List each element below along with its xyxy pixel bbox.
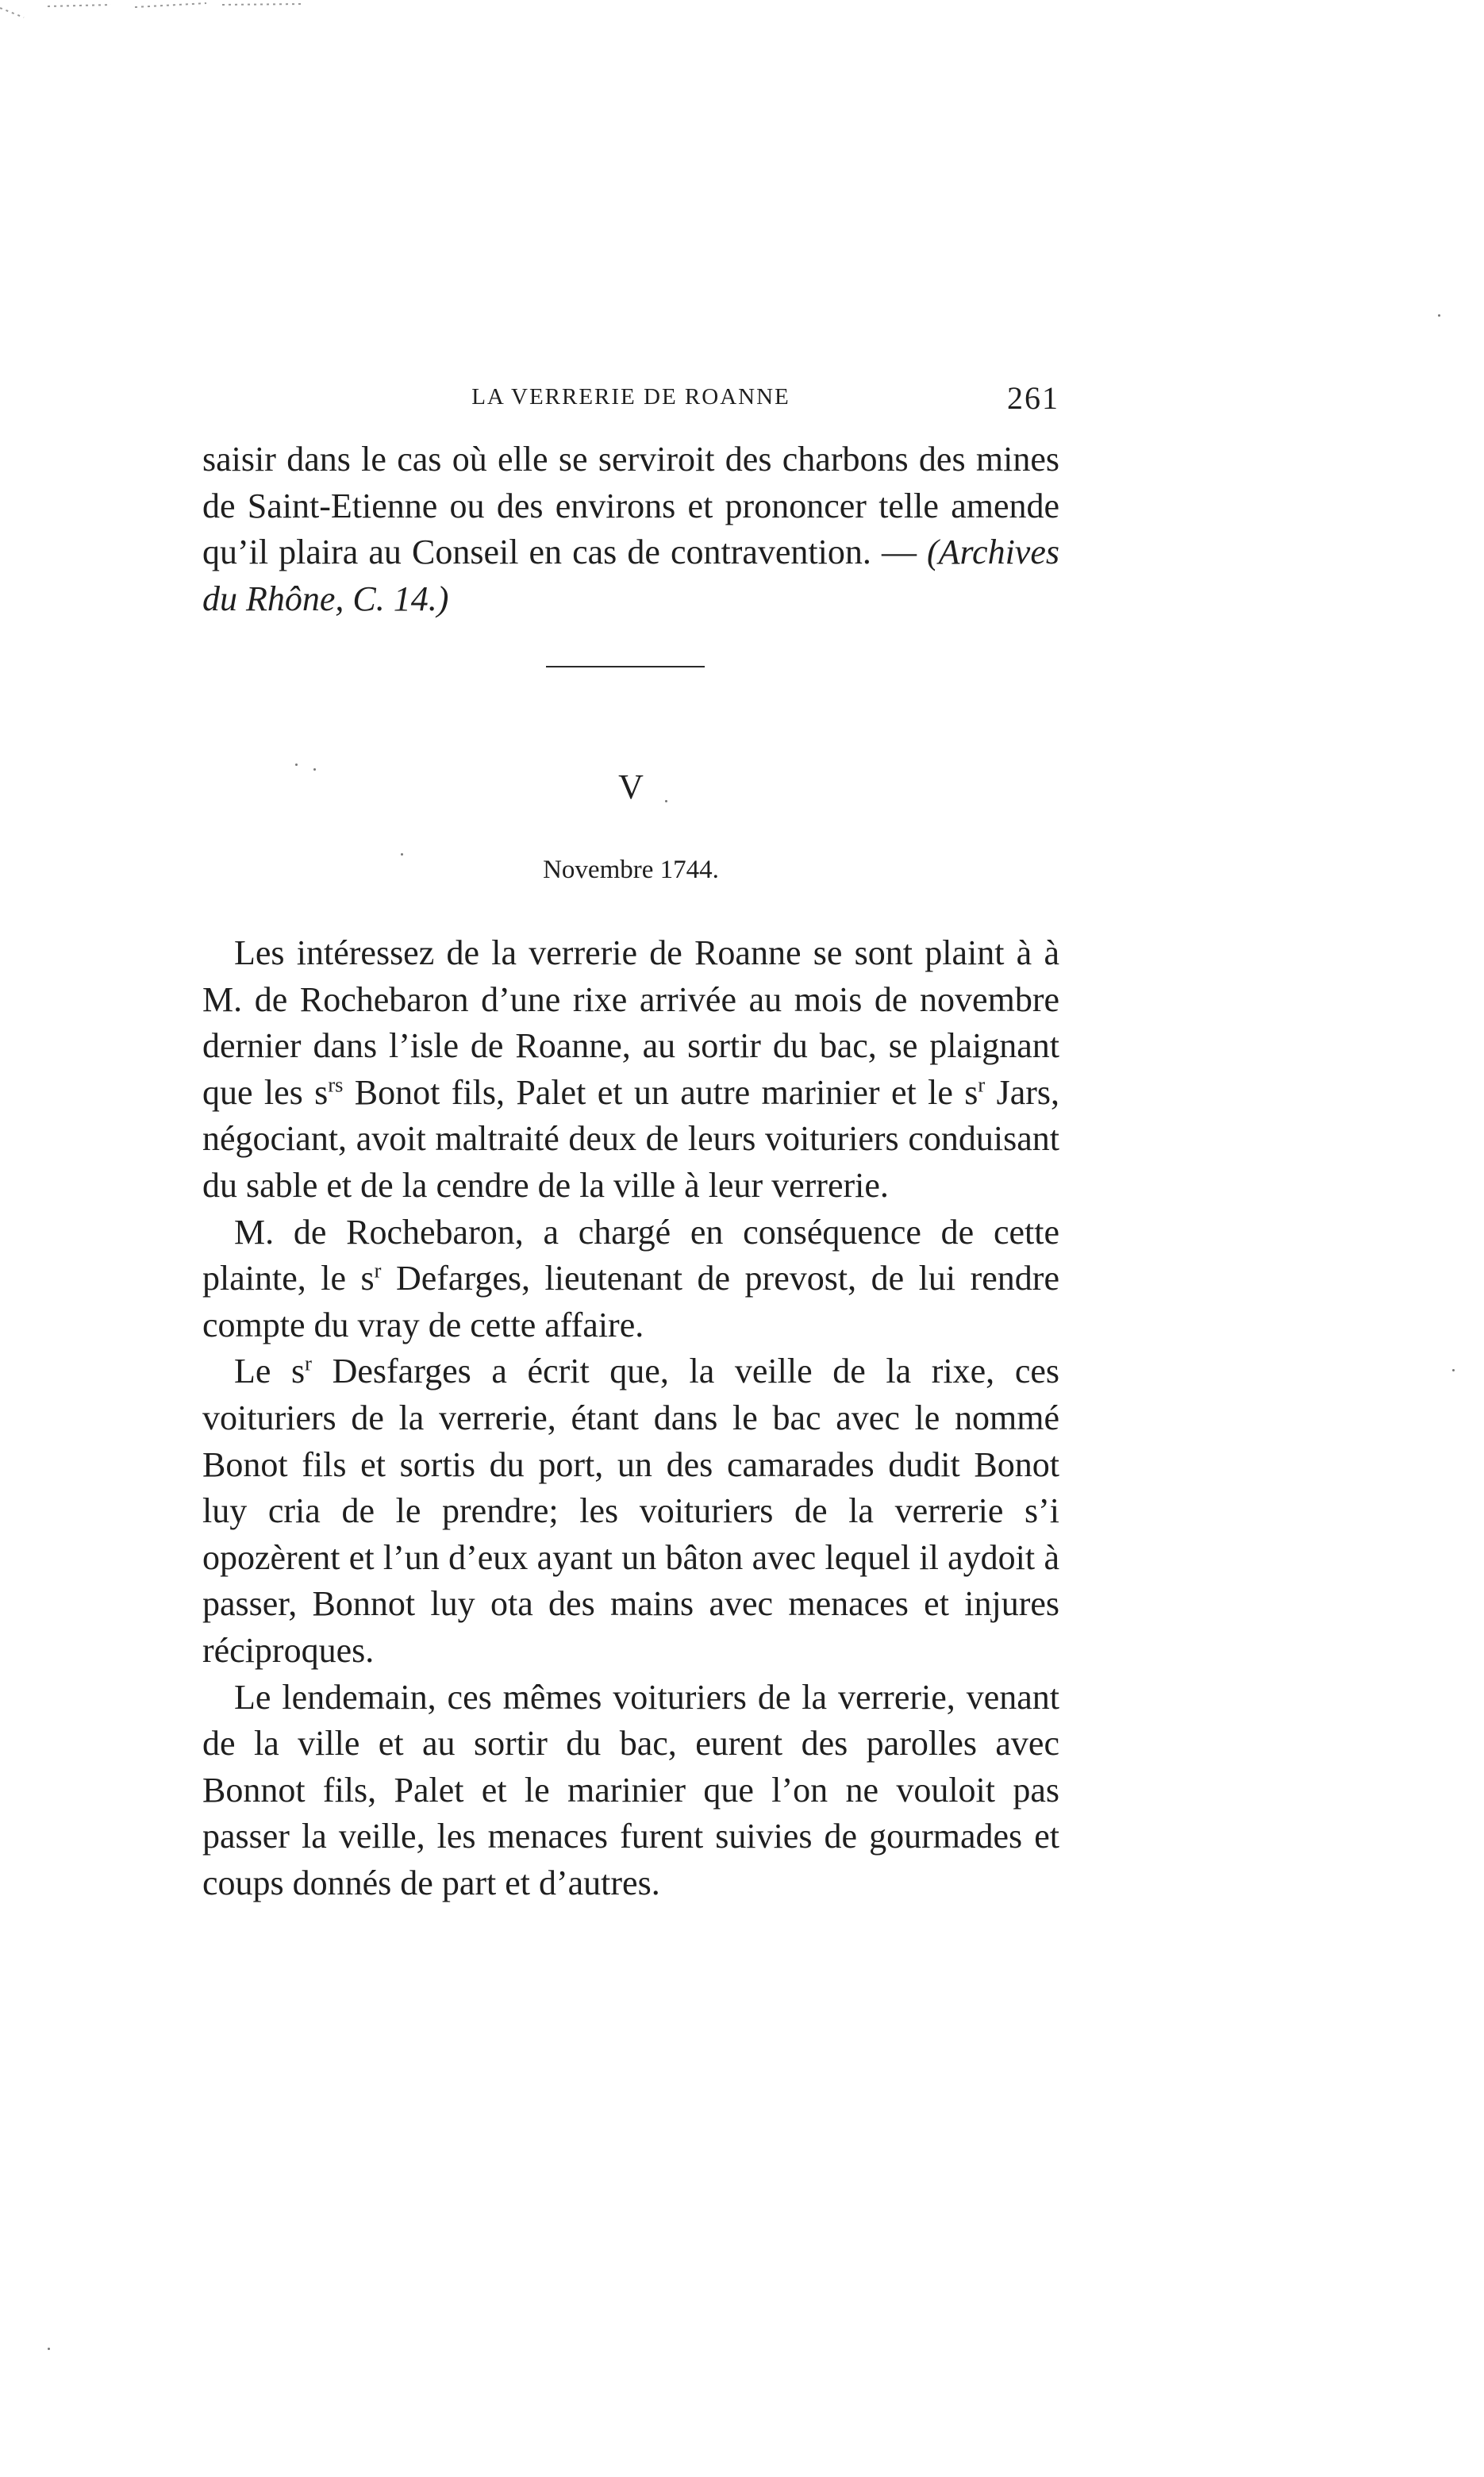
abbreviation-superscript: rs	[328, 1072, 344, 1097]
paragraph-text: Les intéressez de la verrerie de Roanne se sont plaint à à M. de Rochebaron d’une rixe arrivée au mois de novembre dernier dans l’isle de Roanne, au sortir du bac, se plaignant que les s	[202, 933, 1059, 1112]
section-number: V	[618, 767, 644, 806]
scan-speck	[1438, 314, 1440, 317]
section-body	[202, 930, 1059, 1906]
abbreviation-superscript: r	[374, 1258, 382, 1283]
running-header	[202, 379, 1059, 419]
scan-speck	[401, 853, 403, 856]
scan-speck	[295, 763, 298, 766]
scan-edge-mark	[0, 0, 333, 32]
paragraph-text: Jars, négociant, avoit maltraité deux de leurs voituriers conduisant du sable et de la cendre de la ville à leur verrerie.	[202, 1072, 1060, 1205]
page-number: 261	[1007, 380, 1059, 416]
scan-speck	[1452, 1369, 1455, 1371]
paragraph-text: Defarges, lieutenant de prevost, de lui rendre compte du vray de cette affaire.	[202, 1259, 1059, 1344]
running-title: LA VERRERIE DE ROANNE	[471, 384, 790, 410]
section-divider	[546, 666, 705, 667]
paragraph-text: Le s	[234, 1352, 306, 1391]
paragraph	[202, 1675, 1059, 1907]
paragraph	[202, 930, 1059, 1210]
abbreviation-superscript: r	[978, 1072, 986, 1097]
paragraph	[202, 1210, 1059, 1349]
paragraph-text: saisir dans le cas où elle se serviroit des charbons des mines de Saint-Etienne ou des environs et prononcer telle amende qu’il plaira au Conseil en cas de contravention. —	[202, 440, 1059, 572]
scan-speck	[665, 800, 667, 802]
abbreviation-superscript: r	[305, 1351, 312, 1375]
scan-speck	[48, 2348, 50, 2350]
paragraph-text: Le lendemain, ces mêmes voituriers de la verrerie, venant de la ville et au sortir du bac, eurent des parolles avec Bonnot fils, Palet et le marinier que l’on ne vouloit pas passer la veille, les menaces furent suivies de gourmades et coups donnés de part et d’autres.	[202, 1677, 1059, 1902]
paragraph	[202, 437, 1059, 622]
archive-citation: (Archives du Rhône, C. 14.)	[202, 533, 1059, 618]
scan-speck	[313, 768, 316, 771]
paragraph-text: Bonot fils, Palet et un autre marinier et le s	[343, 1072, 978, 1112]
paragraph	[202, 1348, 1059, 1674]
paragraph-text: Desfarges a écrit que, la veille de la rixe, ces voituriers de la verrerie, étant dans le bac avec le nommé Bonot fils et sortis du port, un des camarades dudit Bonot luy cria de le prendre; les voituriers de la verrerie s’i opozèrent et l’un d’eux ayant un bâton avec lequel il aydoit à passer, Bonnot luy ota des mains avec menaces et injures réciproques.	[202, 1352, 1059, 1670]
continued-paragraph	[202, 437, 1059, 622]
section-date: Novembre 1744.	[543, 856, 719, 884]
paragraph-text: M. de Rochebaron, a chargé en conséquence de cette plainte, le s	[202, 1212, 1059, 1298]
